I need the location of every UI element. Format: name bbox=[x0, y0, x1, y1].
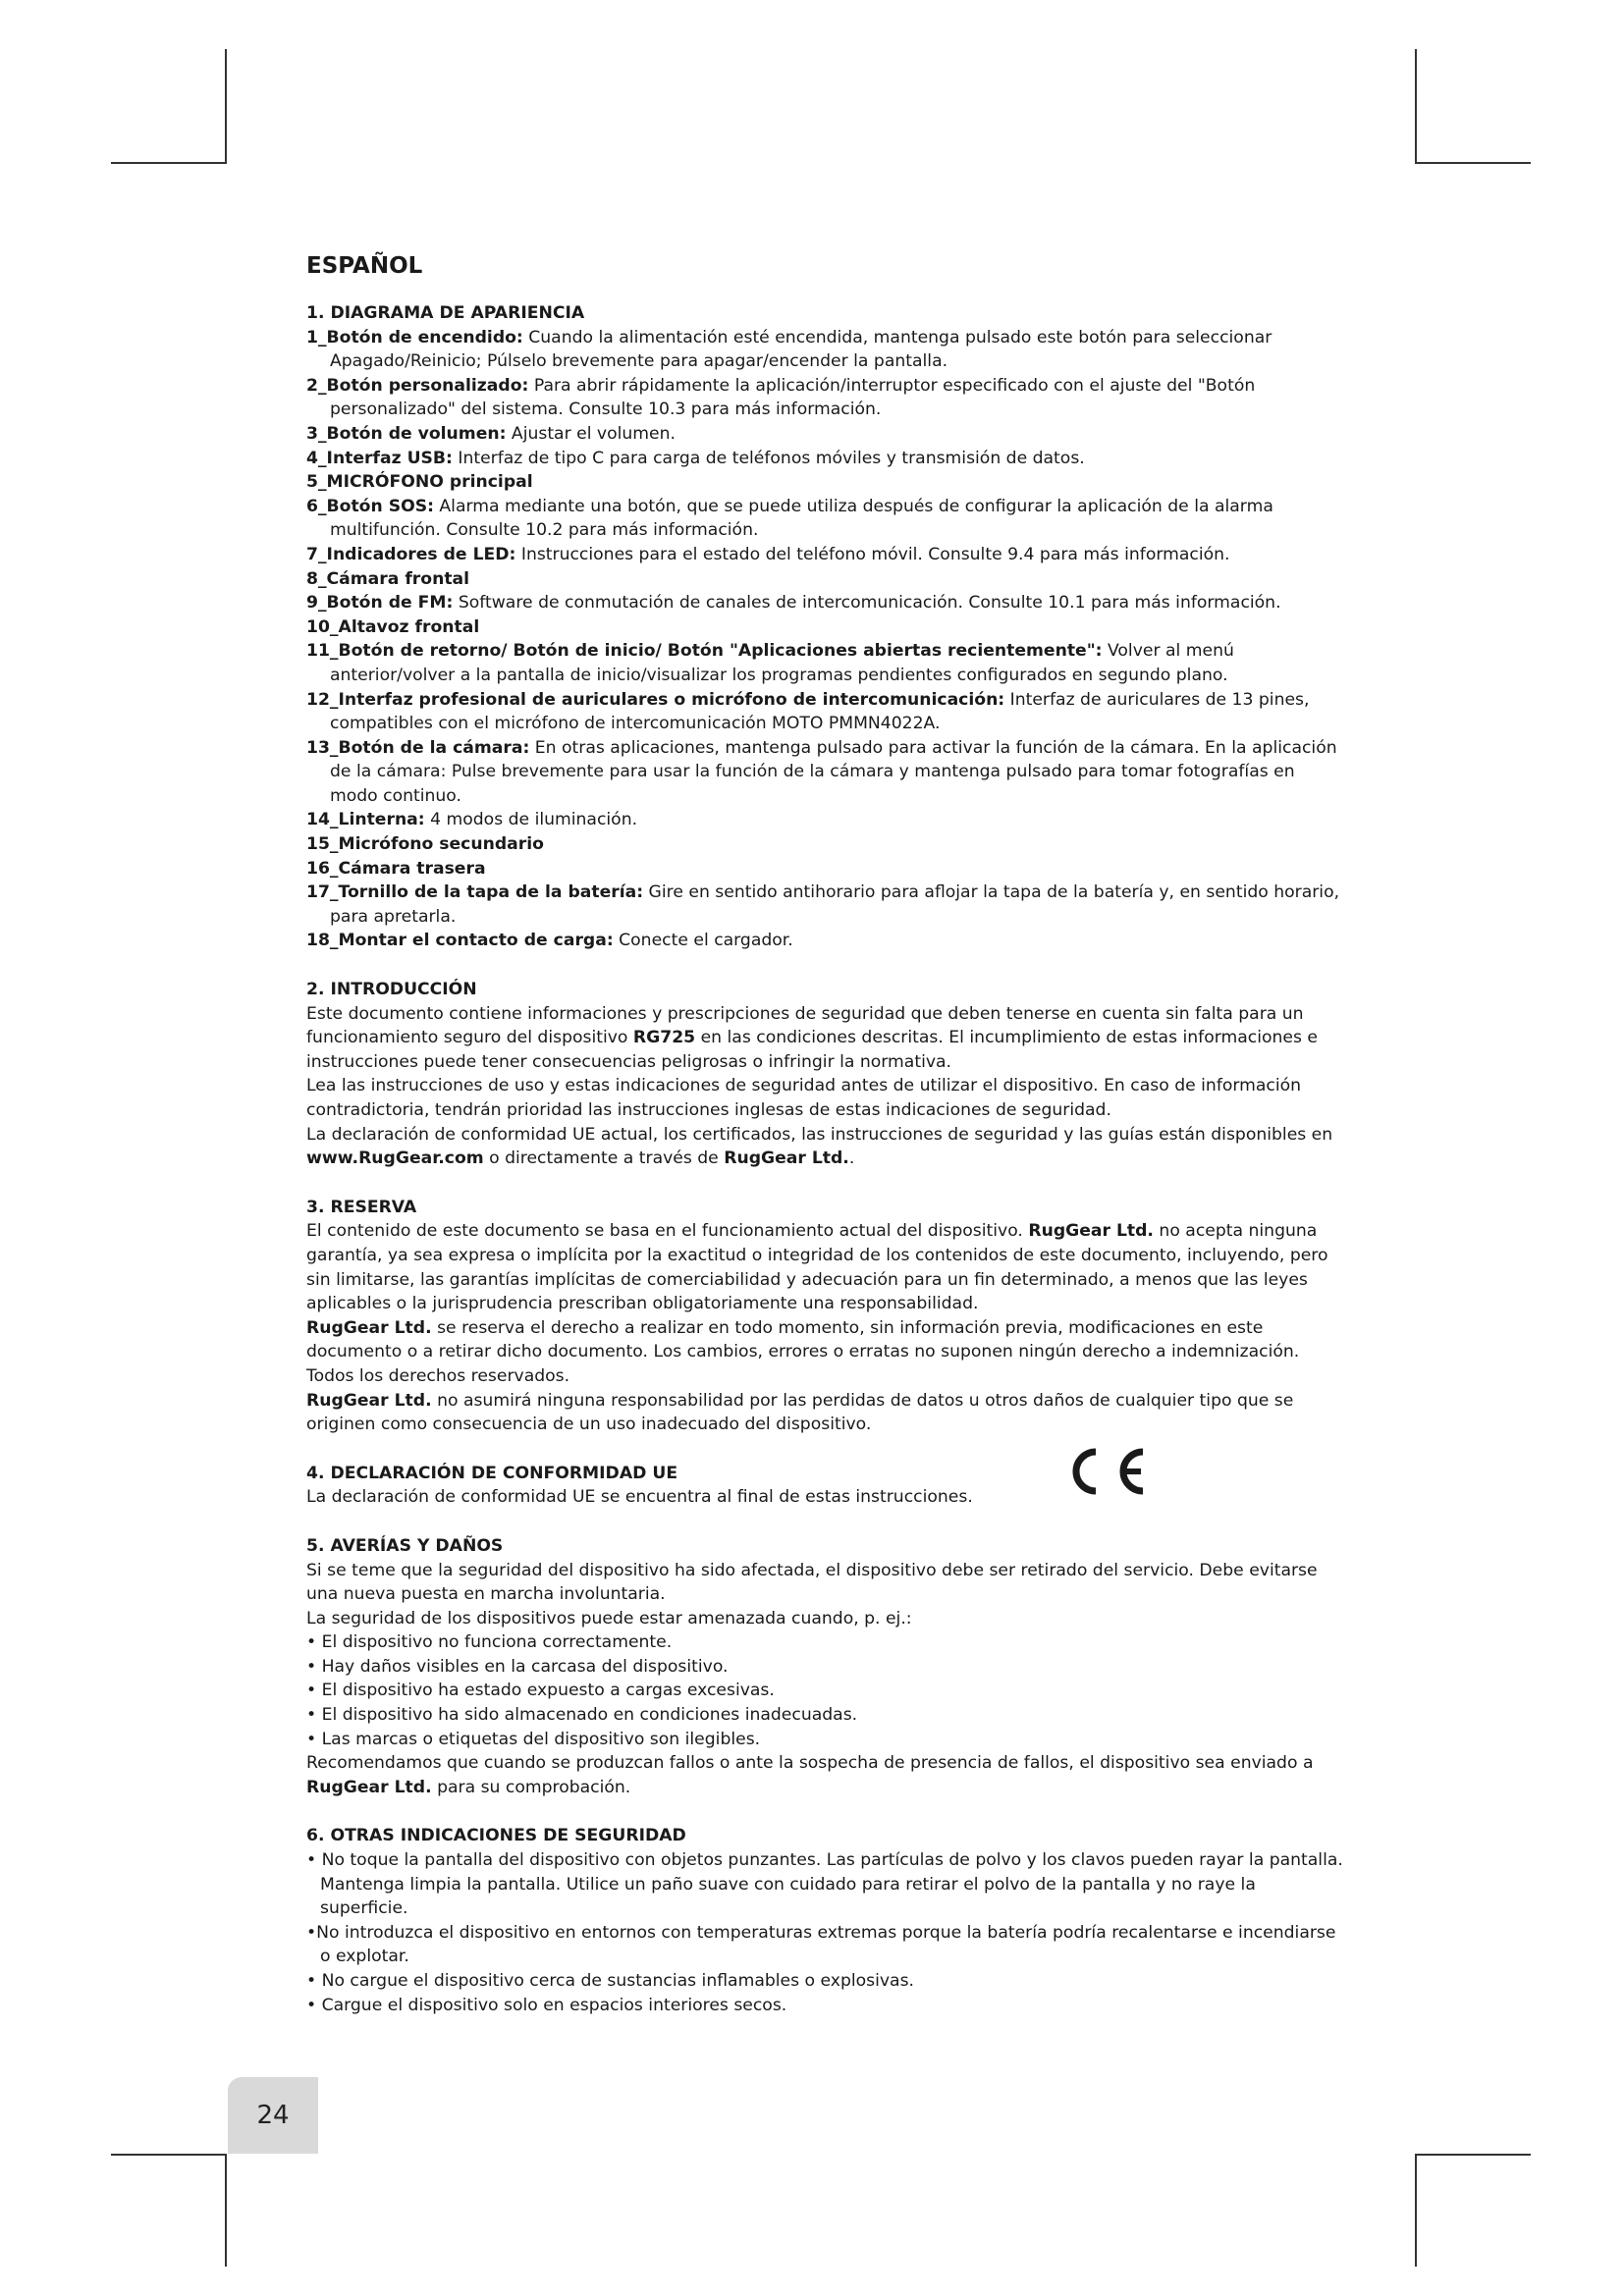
item-text: Conecte el cargador. bbox=[613, 931, 793, 951]
list-item bbox=[306, 857, 1347, 881]
list-item bbox=[306, 832, 1347, 857]
list-item bbox=[306, 326, 1347, 374]
item-label: 9_Botón de FM: bbox=[306, 593, 454, 614]
bullet-item: • El dispositivo ha sido almacenado en condiciones inadecuadas. bbox=[306, 1705, 858, 1726]
item-text: Alarma mediante una botón, que se puede utiliza después de configurar la aplicación de la alarma multifunción. Consulte 10.2 para más información. bbox=[330, 496, 1273, 541]
item-label: 7_Indicadores de LED: bbox=[306, 544, 516, 564]
list-item bbox=[306, 495, 1347, 543]
section-title: 6. OTRAS INDICACIONES DE SEGURIDAD bbox=[306, 1826, 686, 1846]
paragraph bbox=[306, 1123, 1347, 1171]
crop-mark-top-right-h bbox=[1415, 162, 1531, 164]
item-label: 11_Botón de retorno/ Botón de inicio/ Botón "Aplicaciones abiertas recientemente": bbox=[306, 641, 1103, 662]
item-label: 16_Cámara trasera bbox=[306, 858, 486, 879]
text-run: no asumirá ninguna responsabilidad por las perdidas de datos u otros daños de cualquier tipo que se originen como consecuencia de un uso inadecuado del dispositivo. bbox=[306, 1390, 1294, 1435]
page-title: ESPAÑOL bbox=[306, 253, 423, 279]
item-text: Interfaz de auriculares de 13 pines, compatibles con el micrófono de intercomunicación MOTO PMMN4022A. bbox=[330, 689, 1310, 734]
section-introduction bbox=[306, 978, 1347, 1171]
paragraph: La declaración de conformidad UE se encuentra al final de estas instrucciones. bbox=[306, 1487, 973, 1508]
paragraph: La seguridad de los dispositivos puede estar amenazada cuando, p. ej.: bbox=[306, 1608, 912, 1629]
item-text: Interfaz de tipo C para carga de teléfonos móviles y transmisión de datos. bbox=[452, 448, 1085, 468]
item-text: Ajustar el volumen. bbox=[506, 423, 676, 444]
list-item bbox=[306, 422, 1347, 447]
crop-mark-top-left-v bbox=[225, 49, 227, 164]
item-label: 12_Interfaz profesional de auriculares o micrófono de intercomunicación: bbox=[306, 689, 1005, 710]
item-text: Volver al menú anterior/volver a la pantalla de inicio/visualizar los programas pendientes configurados en segundo plano. bbox=[330, 641, 1234, 685]
text-run: para su comprobación. bbox=[431, 1777, 631, 1797]
company-name: RugGear Ltd. bbox=[306, 1390, 432, 1411]
bullet-item: •No introduzca el dispositivo en entornos con temperaturas extremas porque la batería podría recalentarse e incendiarse o explotar. bbox=[306, 1922, 1336, 1967]
crop-mark-top-right-v bbox=[1415, 49, 1417, 164]
paragraph bbox=[306, 1219, 1347, 1315]
website-link[interactable]: www.RugGear.com bbox=[306, 1148, 484, 1169]
bullet-item: • El dispositivo no funciona correctamente. bbox=[306, 1632, 673, 1653]
item-label: 13_Botón de la cámara: bbox=[306, 737, 530, 758]
item-text: En otras aplicaciones, mantenga pulsado para activar la función de la cámara. En la aplicación de la cámara: Pulse brevemente para usar la función de la cámara y mantenga pulsado para tomar fotografías en modo continuo. bbox=[330, 737, 1337, 806]
company-name: RugGear Ltd. bbox=[1028, 1221, 1154, 1242]
item-text: Gire en sentido antihorario para aflojar la tapa de la batería y, en sentido horario, para apretarla. bbox=[330, 882, 1340, 927]
crop-mark-bottom-left-h bbox=[111, 2154, 227, 2156]
bullet-item: • Hay daños visibles en la carcasa del dispositivo. bbox=[306, 1656, 729, 1677]
bullet-item: • Cargue el dispositivo solo en espacios interiores secos. bbox=[306, 1995, 787, 2015]
text-run: . bbox=[848, 1148, 855, 1169]
bullet-item: • No toque la pantalla del dispositivo con objetos punzantes. Las partículas de polvo y los clavos pueden rayar la pantalla. Mantenga limpia la pantalla. Utilice un paño suave con cuidado para retirar el polvo de la pantalla y no raye la superficie. bbox=[306, 1850, 1343, 1919]
item-label: 14_Linterna: bbox=[306, 810, 425, 830]
list-item bbox=[306, 688, 1347, 736]
text-run: Recomendamos que cuando se produzcan fallos o ante la sospecha de presencia de fallos, el dispositivo sea enviado a bbox=[306, 1753, 1314, 1774]
text-run: Este documento contiene informaciones y prescripciones de seguridad que deben tenerse en cuenta sin falta para un funcionamiento seguro del dispositivo bbox=[306, 1003, 1304, 1048]
section-title: 5. AVERÍAS Y DAÑOS bbox=[306, 1535, 504, 1556]
paragraph bbox=[306, 1751, 1347, 1799]
section-title: 4. DECLARACIÓN DE CONFORMIDAD UE bbox=[306, 1463, 678, 1483]
section-disclaimer bbox=[306, 1196, 1347, 1437]
text-run: se reserva el derecho a realizar en todo momento, sin información previa, modificaciones en este documento o a retirar dicho documento. Los cambios, errores o erratas no suponen ningún derecho a indemnización. Todos los derechos reservados. bbox=[306, 1317, 1300, 1386]
section-title: 3. RESERVA bbox=[306, 1197, 417, 1217]
item-label: 15_Micrófono secundario bbox=[306, 834, 544, 855]
paragraph bbox=[306, 1389, 1347, 1437]
item-text: Instrucciones para el estado del teléfono móvil. Consulte 9.4 para más información. bbox=[515, 544, 1230, 564]
section-title: 2. INTRODUCCIÓN bbox=[306, 980, 477, 1000]
item-text: Cuando la alimentación esté encendida, mantenga pulsado este botón para seleccionar Apagado/Reinicio; Púlselo brevemente para apagar/encender la pantalla. bbox=[330, 327, 1272, 372]
item-label: 5_MICRÓFONO principal bbox=[306, 472, 533, 493]
bullet-item: • No cargue el dispositivo cerca de sustancias inflamables o explosivas. bbox=[306, 1971, 915, 1991]
model-name: RG725 bbox=[632, 1028, 696, 1048]
item-label: 8_Cámara frontal bbox=[306, 568, 470, 589]
text-run: El contenido de este documento se basa en el funcionamiento actual del dispositivo. bbox=[306, 1221, 1029, 1242]
crop-mark-bottom-left-v bbox=[225, 2154, 227, 2267]
list-item bbox=[306, 591, 1347, 615]
ce-mark-icon bbox=[1062, 1444, 1151, 1499]
item-label: 4_Interfaz USB: bbox=[306, 448, 453, 468]
company-name: RugGear Ltd. bbox=[724, 1148, 849, 1169]
list-item bbox=[306, 615, 1347, 640]
text-run: no acepta ninguna garantía, ya sea expresa o implícita por la exactitud o integridad de los contenidos de este documento, incluyendo, pero sin limitarse, las garantías implícitas de comerciabilidad y adecuación para un fin determinado, a menos que las leyes aplicables o la jurisprudencia prescriban obligatoriamente una responsabilidad. bbox=[306, 1221, 1328, 1314]
list-item bbox=[306, 567, 1347, 592]
section-appearance-diagram bbox=[306, 301, 1347, 953]
item-text: 4 modos de iluminación. bbox=[424, 810, 638, 830]
section-safety-notes bbox=[306, 1824, 1347, 2017]
item-text: Software de conmutación de canales de intercomunicación. Consulte 10.1 para más información. bbox=[453, 593, 1281, 614]
page-number: 24 bbox=[228, 2077, 318, 2154]
list-item bbox=[306, 736, 1347, 809]
section-title: 1. DIAGRAMA DE APARIENCIA bbox=[306, 303, 585, 323]
list-item bbox=[306, 374, 1347, 422]
company-name: RugGear Ltd. bbox=[306, 1777, 432, 1797]
text-run: La declaración de conformidad UE actual, los certificados, las instrucciones de seguridad y las guías están disponibles en bbox=[306, 1124, 1333, 1145]
list-item bbox=[306, 639, 1347, 687]
paragraph bbox=[306, 1316, 1347, 1389]
item-label: 2_Botón personalizado: bbox=[306, 375, 529, 396]
page-content bbox=[306, 250, 1347, 2042]
paragraph: Si se teme que la seguridad del dispositivo ha sido afectada, el dispositivo debe ser retirado del servicio. Debe evitarse una nueva puesta en marcha involuntaria. bbox=[306, 1560, 1318, 1605]
list-item bbox=[306, 543, 1347, 567]
section-failures-damage bbox=[306, 1534, 1347, 1800]
item-label: 17_Tornillo de la tapa de la batería: bbox=[306, 882, 644, 903]
list-item bbox=[306, 808, 1347, 832]
item-label: 18_Montar el contacto de carga: bbox=[306, 931, 614, 951]
list-item bbox=[306, 929, 1347, 953]
paragraph: Lea las instrucciones de uso y estas indicaciones de seguridad antes de utilizar el dispositivo. En caso de información contradictoria, tendrán prioridad las instrucciones inglesas de estas indicaciones de seguridad. bbox=[306, 1076, 1302, 1120]
list-item bbox=[306, 470, 1347, 495]
item-text: Para abrir rápidamente la aplicación/interruptor especificado con el ajuste del "Botón personalizado" del sistema. Consulte 10.3 para más información. bbox=[330, 375, 1256, 420]
text-run: o directamente a través de bbox=[483, 1148, 725, 1169]
bullet-item: • El dispositivo ha estado expuesto a cargas excesivas. bbox=[306, 1681, 775, 1701]
company-name: RugGear Ltd. bbox=[306, 1317, 432, 1338]
item-label: 6_Botón SOS: bbox=[306, 496, 434, 516]
item-label: 3_Botón de volumen: bbox=[306, 423, 507, 444]
item-label: 10_Altavoz frontal bbox=[306, 616, 480, 637]
item-label: 1_Botón de encendido: bbox=[306, 327, 523, 347]
crop-mark-bottom-right-v bbox=[1415, 2154, 1417, 2267]
crop-mark-bottom-right-h bbox=[1415, 2154, 1531, 2156]
list-item bbox=[306, 447, 1347, 471]
paragraph bbox=[306, 1002, 1347, 1075]
section-eu-declaration bbox=[306, 1462, 1347, 1510]
text-run: en las condiciones descritas. El incumplimiento de estas informaciones e instrucciones puede tener consecuencias peligrosas o infringir la normativa. bbox=[306, 1028, 1318, 1072]
bullet-item: • Las marcas o etiquetas del dispositivo son ilegibles. bbox=[306, 1729, 761, 1749]
crop-mark-top-left-h bbox=[111, 162, 227, 164]
list-item bbox=[306, 881, 1347, 929]
